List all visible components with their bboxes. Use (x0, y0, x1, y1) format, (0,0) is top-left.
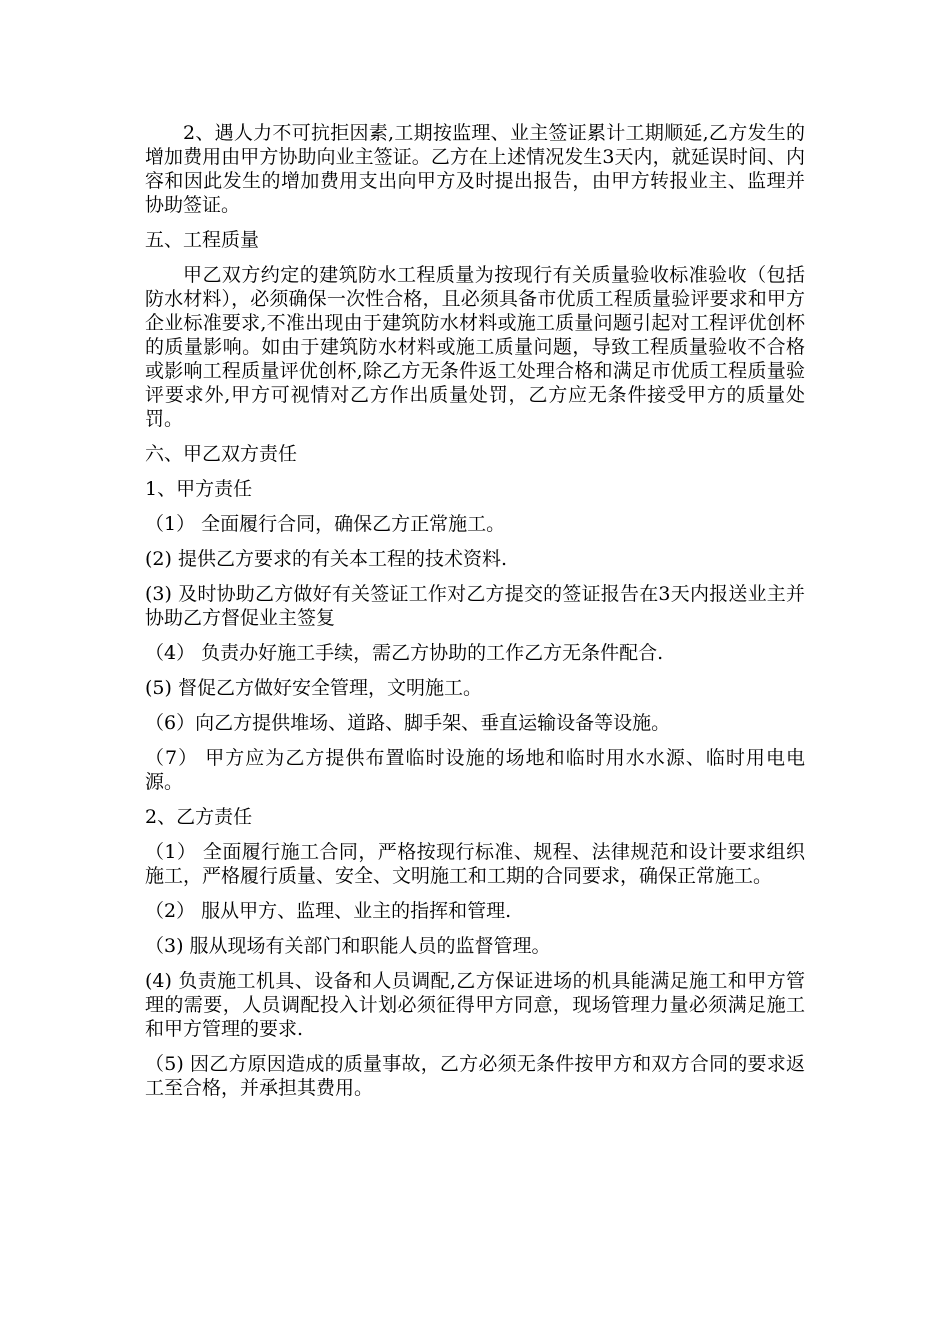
section-heading-quality: 五、工程质量 (145, 229, 260, 251)
party-a-item-6: （6）向乙方提供堆场、道路、脚手架、垂直运输设备等设施。 (145, 712, 671, 734)
paragraph-delay-clause: 2、遇人力不可抗拒因素,工期按监理、业主签证累计工期顺延,乙方发生的增加费用由甲方协助向业主签证。乙方在上述情况发生3天内，就延误时间、内容和因此发生的增加费用支出向甲方及时提出报告，由甲方转报业主、监理并协助签证。 (145, 122, 805, 216)
party-b-item-1: （1） 全面履行施工合同，严格按现行标准、规程、法律规范和设计要求组织施工，严格履行质量、安全、文明施工和工期的合同要求，确保正常施工。 (145, 841, 805, 887)
party-b-item-4: (4) 负责施工机具、设备和人员调配,乙方保证进场的机具能满足施工和甲方管理的需要，人员调配投入计划必须征得甲方同意，现场管理力量必须满足施工和甲方管理的要求. (145, 970, 805, 1040)
party-a-item-4: （4） 负责办好施工手续，需乙方协助的工作乙方无条件配合. (145, 642, 664, 664)
party-a-item-5: (5) 督促乙方做好安全管理，文明施工。 (145, 677, 482, 699)
paragraph-quality-clause: 甲乙双方约定的建筑防水工程质量为按现行有关质量验收标准验收（包括防水材料），必须确保一次性合格，且必须具备市优质工程质量验评要求和甲方企业标准要求,不准出现由于建筑防水材料或施工质量问题引起对工程评优创杯的质量影响。如由于建筑防水材料或施工质量问题，导致工程质量验收不合格或影响工程质量评优创杯,除乙方无条件返工处理合格和满足市优质工程质量验评要求外,甲方可视情对乙方作出质量处罚，乙方应无条件接受甲方的质量处罚。 (145, 264, 805, 430)
party-a-item-3: (3) 及时协助乙方做好有关签证工作对乙方提交的签证报告在3天内报送业主并协助乙方督促业主签复 (145, 583, 805, 629)
document-page (145, 121, 805, 1111)
subheading-party-b: 2、乙方责任 (145, 806, 253, 828)
party-b-item-2: （2） 服从甲方、监理、业主的指挥和管理. (145, 900, 512, 922)
party-a-item-1: （1） 全面履行合同，确保乙方正常施工。 (145, 513, 506, 535)
party-a-item-7: （7） 甲方应为乙方提供布置临时设施的场地和临时用水水源、临时用电电源。 (145, 747, 805, 793)
party-b-item-5: （5) 因乙方原因造成的质量事故，乙方必须无条件按甲方和双方合同的要求返工至合格，并承担其费用。 (145, 1053, 805, 1099)
subheading-party-a: 1、甲方责任 (145, 478, 253, 500)
party-a-item-2: (2) 提供乙方要求的有关本工程的技术资料. (145, 548, 507, 570)
section-heading-responsibilities: 六、甲乙双方责任 (145, 443, 298, 465)
party-b-item-3: （3) 服从现场有关部门和职能人员的监督管理。 (145, 935, 551, 957)
